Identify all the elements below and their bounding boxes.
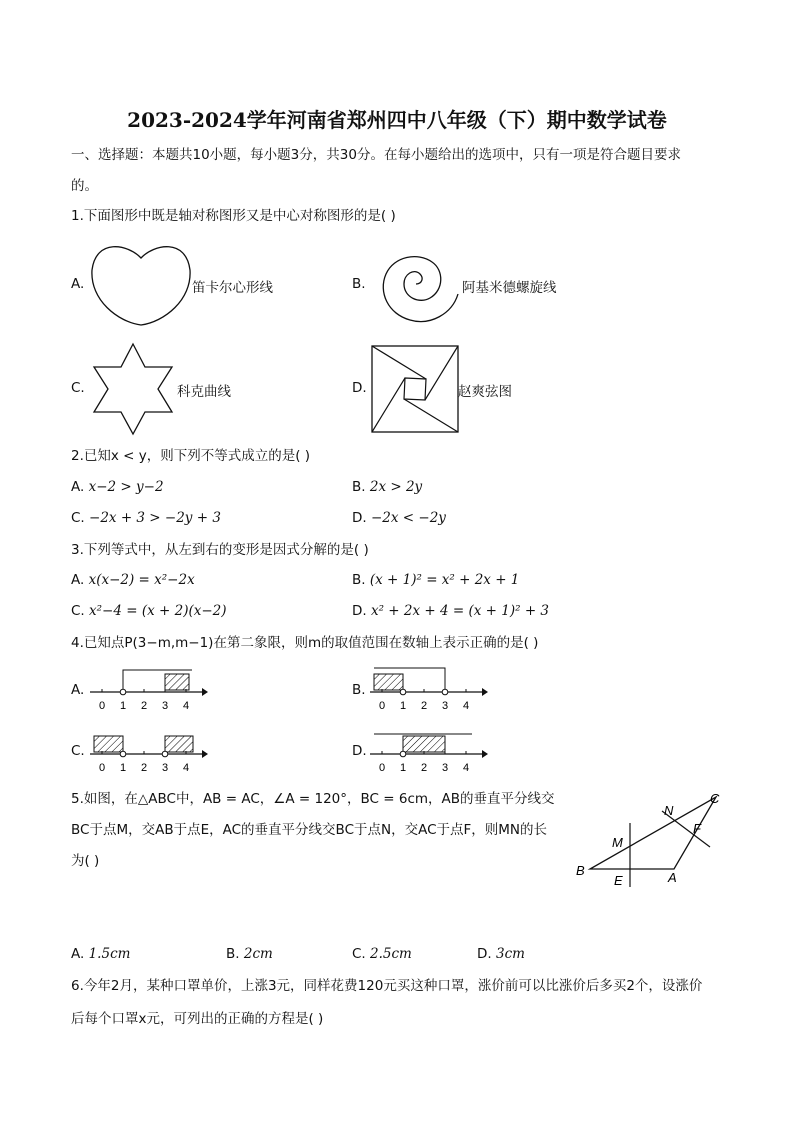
zhao-shuang-figure [370, 344, 460, 434]
q2-option-a-text: x−2 > y−2 [88, 479, 164, 495]
q3-option-b-letter: B. [352, 572, 366, 588]
q1-option-d-caption: 赵爽弦图 [458, 384, 512, 400]
q3-option-c-text: x²−4 = (x + 2)(x−2) [89, 603, 227, 619]
section-instructions-line1: 一、选择题：本题共10小题，每小题3分，共30分。在每小题给出的选项中，只有一项是符合题目要求 [71, 147, 681, 163]
q3-option-b-text: (x + 1)² = x² + 2x + 1 [369, 572, 520, 588]
tick-label: 4 [462, 700, 470, 712]
q1-option-a-letter: A. [71, 276, 85, 292]
koch-star-figure [88, 340, 178, 436]
tick-label: 4 [182, 700, 190, 712]
question-1-stem: 1.下面图形中既是轴对称图形又是中心对称图形的是( ) [71, 208, 396, 224]
point-label-n: N [664, 803, 674, 818]
q5-option-b-letter: B. [226, 946, 240, 962]
tick-label: 4 [182, 762, 190, 774]
question-6-line1: 6.今年2月，某种口罩单价，上涨3元，同样花费120元买这种口罩，涨价前可以比涨价后多买2个，设涨价 [71, 978, 703, 994]
tick-label: 3 [441, 700, 449, 712]
point-label-m: M [612, 835, 623, 850]
q5-option-c-text: 2.5cm [370, 946, 412, 962]
tick-label: 3 [441, 762, 449, 774]
tick-label: 3 [161, 700, 169, 712]
point-label-f: F [693, 821, 701, 836]
question-4-stem: 4.已知点P(3−m,m−1)在第二象限，则m的取值范围在数轴上表示正确的是( ) [71, 635, 539, 651]
point-label-c: C [710, 791, 720, 806]
tick-label: 0 [98, 700, 106, 712]
tick-label: 0 [98, 762, 106, 774]
question-5-line2: BC于点M，交AB于点E，AC的垂直平分线交BC于点N，交AC于点F，则MN的长 [71, 822, 548, 838]
q4-option-c-letter: C. [71, 743, 85, 759]
q2-option-c-text: −2x + 3 > −2y + 3 [89, 510, 221, 526]
q5-option-d-text: 3cm [495, 946, 525, 962]
q5-option-a-text: 1.5cm [88, 946, 131, 962]
q3-option-d-letter: D. [352, 603, 367, 619]
tick-label: 1 [399, 700, 407, 712]
heart-curve-figure [88, 240, 194, 328]
triangle-figure [570, 785, 730, 893]
q2-option-a-letter: A. [71, 479, 85, 495]
tick-label: 2 [140, 700, 148, 712]
q2-option-b-letter: B. [352, 479, 366, 495]
tick-label: 1 [119, 700, 127, 712]
tick-label: 1 [399, 762, 407, 774]
q5-option-c-letter: C. [352, 946, 366, 962]
number-line-d [368, 726, 488, 774]
point-label-e: E [614, 873, 623, 888]
q2-option-b-text: 2x > 2y [369, 479, 423, 495]
tick-label: 2 [420, 762, 428, 774]
q4-option-b-letter: B. [352, 682, 366, 698]
question-5-line3: 为( ) [71, 853, 100, 869]
q2-option-d-letter: D. [352, 510, 367, 526]
tick-label: 0 [378, 762, 386, 774]
q2-option-c-letter: C. [71, 510, 85, 526]
tick-label: 1 [119, 762, 127, 774]
tick-label: 3 [161, 762, 169, 774]
q1-option-a-caption: 笛卡尔心形线 [192, 280, 273, 296]
question-2-stem: 2.已知x < y，则下列不等式成立的是( ) [71, 448, 311, 464]
tick-label: 4 [462, 762, 470, 774]
tick-label: 0 [378, 700, 386, 712]
q5-option-b-text: 2cm [243, 946, 273, 962]
q4-option-d-letter: D. [352, 743, 367, 759]
archimedes-spiral-figure [368, 240, 464, 328]
point-label-a: A [668, 870, 677, 885]
q1-option-b-letter: B. [352, 276, 366, 292]
question-3-stem: 3.下列等式中，从左到右的变形是因式分解的是( ) [71, 542, 369, 558]
section-instructions-line2: 的。 [71, 178, 98, 194]
q3-option-d-text: x² + 2x + 4 = (x + 1)² + 3 [370, 603, 550, 619]
q4-option-a-letter: A. [71, 682, 85, 698]
number-line-b [368, 664, 488, 712]
q5-option-a-letter: A. [71, 946, 85, 962]
q3-option-a-letter: A. [71, 572, 85, 588]
number-line-c [88, 726, 208, 774]
question-5-line1: 5.如图，在△ABC中，AB = AC，∠A = 120°，BC = 6cm，AB的垂直平分线交 [71, 791, 555, 807]
q1-option-c-caption: 科克曲线 [177, 384, 231, 400]
question-6-line2: 后每个口罩x元，可列出的正确的方程是( ) [71, 1011, 324, 1027]
q2-option-d-text: −2x < −2y [370, 510, 446, 526]
q5-option-d-letter: D. [477, 946, 492, 962]
number-line-a [88, 664, 208, 712]
point-label-b: B [576, 863, 585, 878]
q1-option-c-letter: C. [71, 380, 85, 396]
q3-option-a-text: x(x−2) = x²−2x [88, 572, 195, 588]
tick-label: 2 [140, 762, 148, 774]
q1-option-d-letter: D. [352, 380, 367, 396]
q3-option-c-letter: C. [71, 603, 85, 619]
q1-option-b-caption: 阿基米德螺旋线 [462, 280, 557, 296]
tick-label: 2 [420, 700, 428, 712]
page-title: 2023-2024学年河南省郑州四中八年级（下）期中数学试卷 [127, 108, 667, 132]
